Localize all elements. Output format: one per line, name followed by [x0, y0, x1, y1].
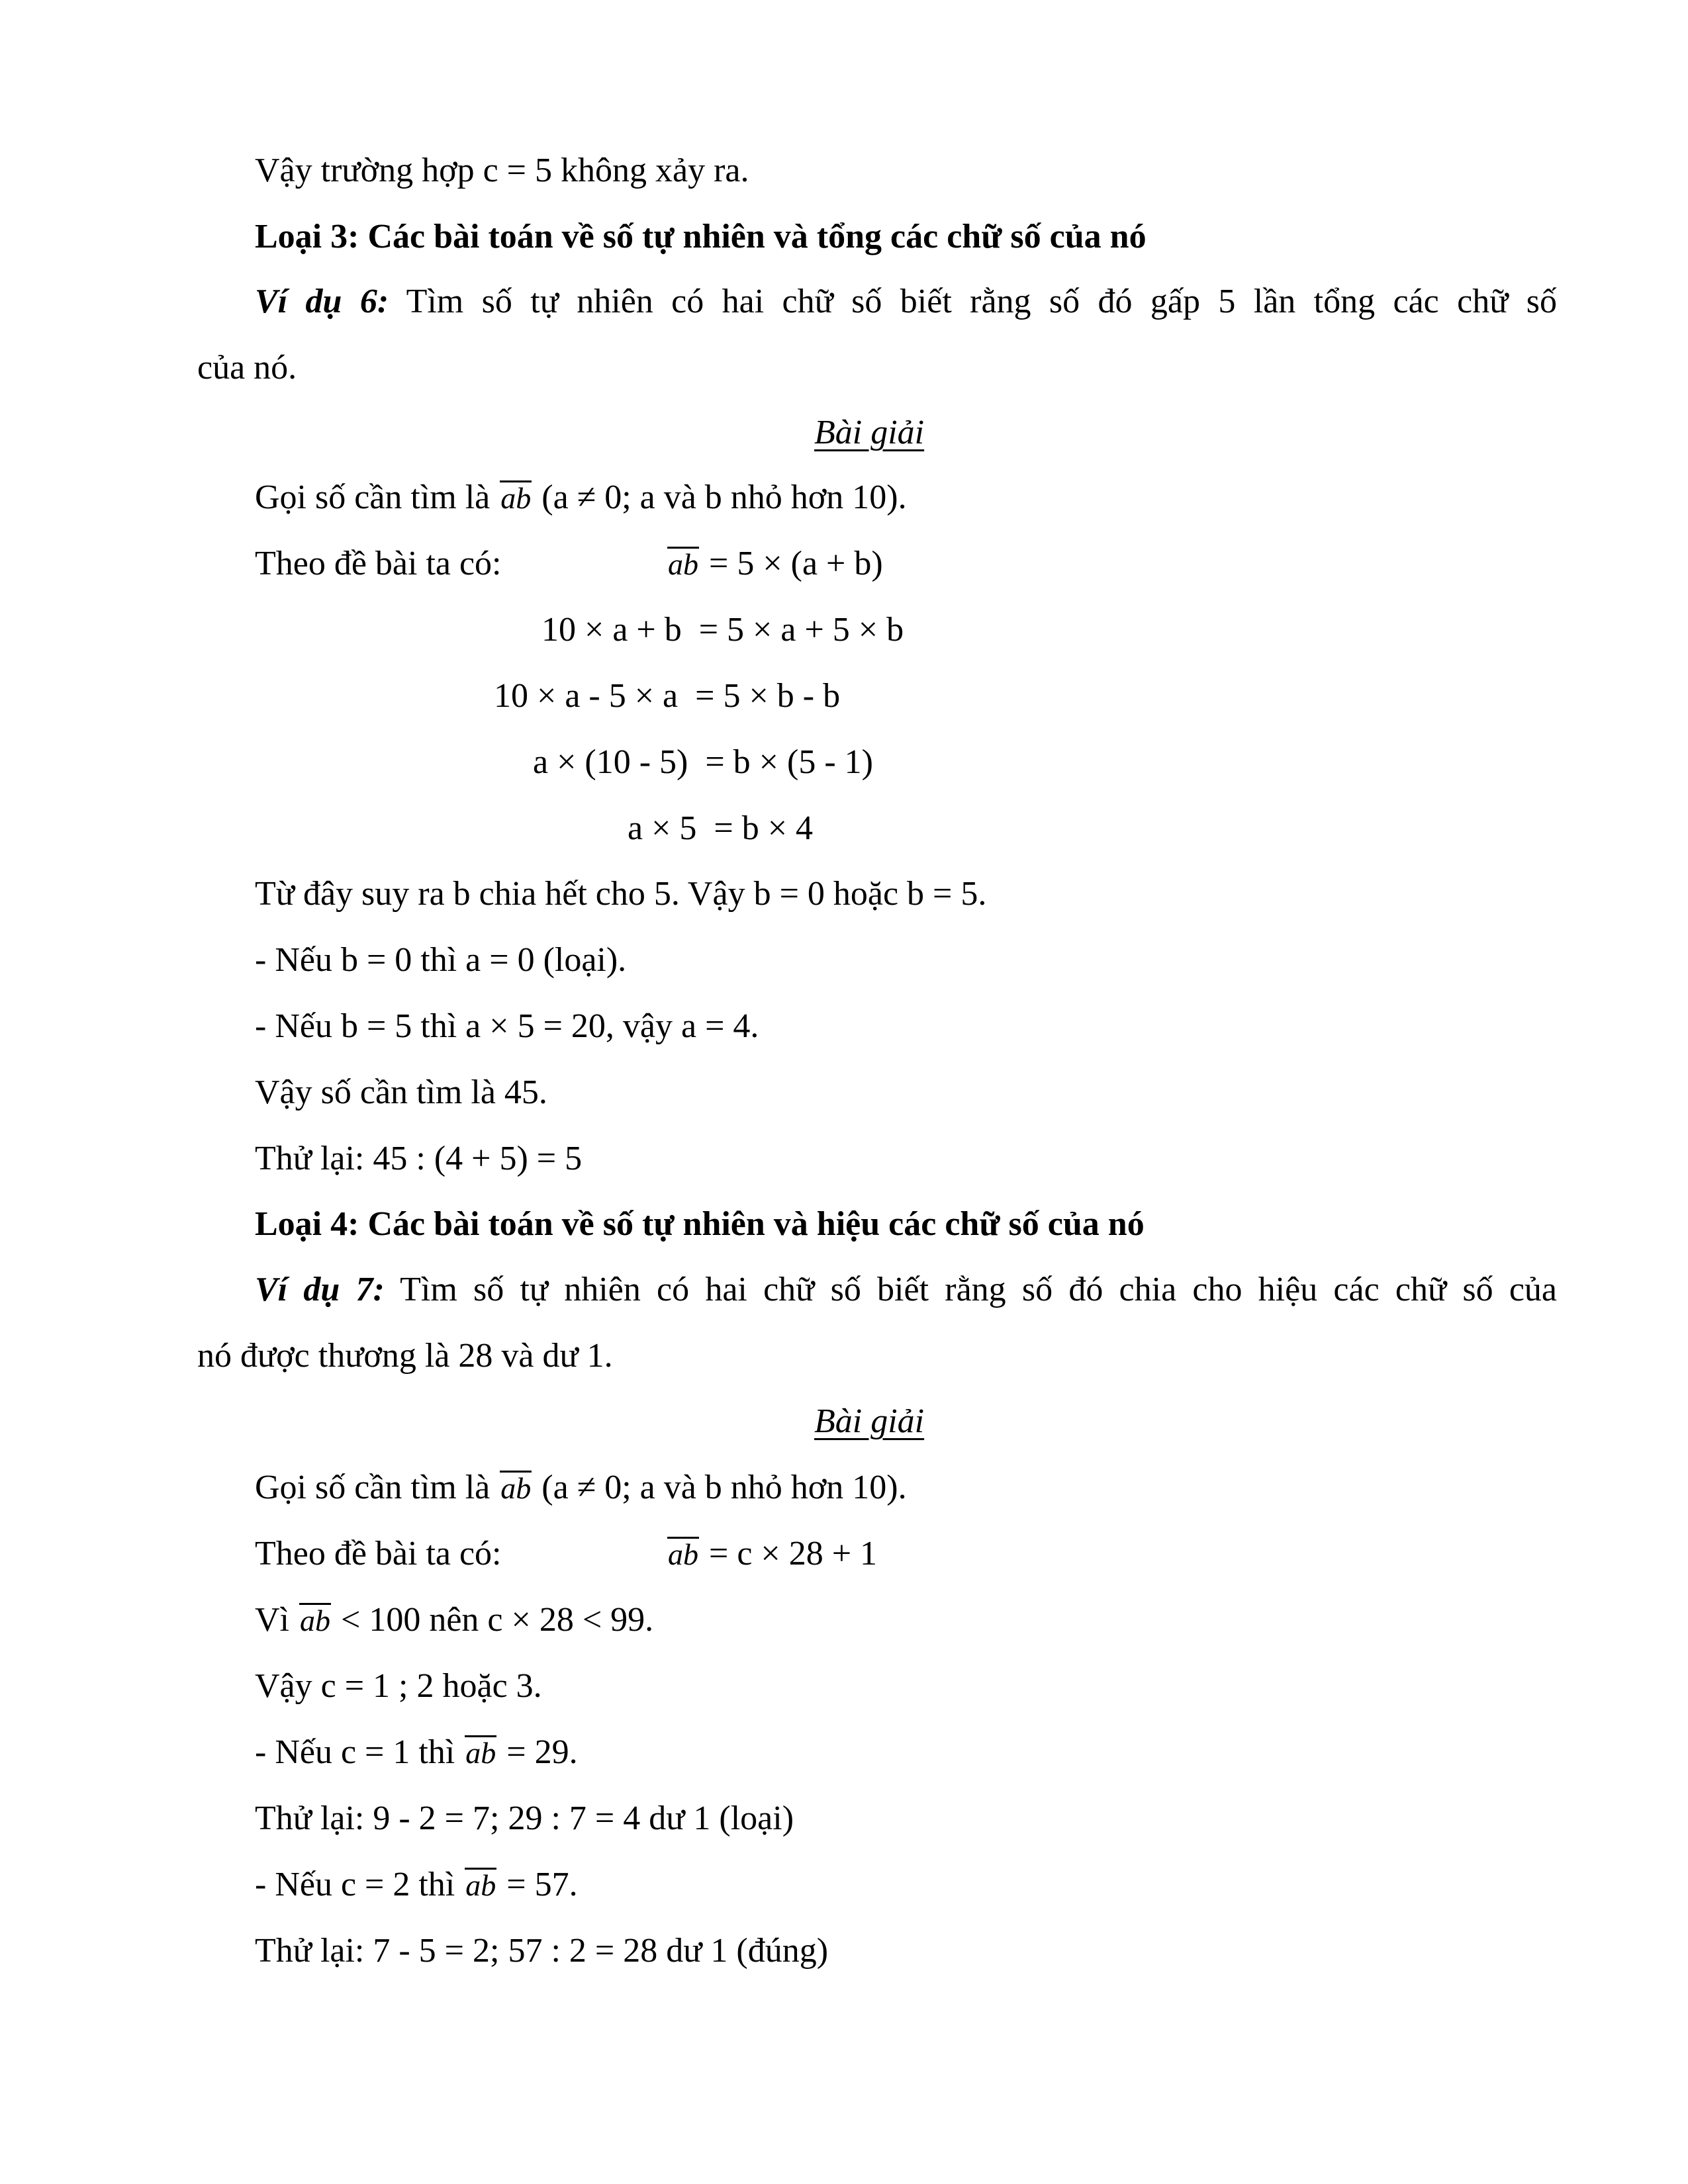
text: Vì: [255, 1601, 289, 1639]
text: (a ≠ 0; a và b nhỏ hơn 10).: [541, 1469, 907, 1506]
solution-heading: Bài giải: [814, 414, 925, 451]
example-7-prompt: [255, 1273, 1557, 1307]
example-text: Tìm số tự nhiên có hai chữ số biết rằng số đó chia cho hiệu các chữ số của: [400, 1271, 1557, 1308]
text: < 100 nên c × 28 < 99.: [341, 1601, 654, 1639]
equation: [666, 547, 883, 581]
text-line: nó được thương là 28 và dư 1.: [197, 1337, 613, 1375]
section-heading-loai-3: Loại 3: Các bài toán về số tự nhiên và tổng các chữ số của nó: [255, 218, 1147, 255]
text: = 57.: [506, 1866, 578, 1903]
text: = c × 28 + 1: [709, 1535, 878, 1572]
text-line: [255, 480, 907, 515]
overline-ab: ab: [498, 483, 533, 514]
text: Gọi số cần tìm là: [255, 1469, 491, 1506]
example-6-prompt: [255, 285, 1557, 319]
solution-heading: Bài giải: [814, 1402, 925, 1440]
text: Gọi số cần tìm là: [255, 478, 491, 516]
text: = 5 × (a + b): [709, 545, 883, 582]
text: - Nếu c = 1 thì: [255, 1733, 455, 1771]
overline-ab: ab: [666, 549, 700, 580]
text: Theo đề bài ta có:: [255, 545, 502, 582]
equation: [666, 1537, 877, 1571]
overline-ab: ab: [298, 1606, 332, 1636]
overline-ab: ab: [498, 1473, 533, 1504]
text-line: Vậy số cần tìm là 45.: [255, 1073, 547, 1111]
equation: a × 5 = b × 4: [628, 809, 814, 847]
text-line: [255, 1735, 578, 1770]
overline-ab: ab: [463, 1870, 498, 1901]
overline-ab: ab: [463, 1738, 498, 1768]
overline-ab: ab: [666, 1539, 700, 1570]
text-line: của nó.: [197, 349, 297, 387]
text-line: Từ đây suy ra b chia hết cho 5. Vậy b = 0 hoặc b = 5.: [255, 875, 987, 913]
text: Theo đề bài ta có:: [255, 1535, 502, 1572]
example-text: Tìm số tự nhiên có hai chữ số biết rằng số đó gấp 5 lần tổng các chữ số: [406, 283, 1558, 320]
equation: 10 × a - 5 × a = 5 × b - b: [494, 677, 841, 715]
text: = 29.: [506, 1733, 578, 1771]
text-line: Thử lại: 9 - 2 = 7; 29 : 7 = 4 dư 1 (loại): [255, 1799, 794, 1837]
text-line: - Nếu b = 0 thì a = 0 (loại).: [255, 941, 627, 979]
section-heading-loai-4: Loại 4: Các bài toán về số tự nhiên và hiệu các chữ số của nó: [255, 1205, 1145, 1243]
text-line: [255, 547, 502, 581]
text-line: Vậy trường hợp c = 5 không xảy ra.: [255, 152, 749, 189]
equation: 10 × a + b = 5 × a + 5 × b: [541, 611, 904, 649]
text-line: - Nếu b = 5 thì a × 5 = 20, vậy a = 4.: [255, 1007, 759, 1045]
example-label: Ví dụ 7:: [255, 1271, 385, 1308]
equation: a × (10 - 5) = b × (5 - 1): [533, 743, 873, 781]
text: - Nếu c = 2 thì: [255, 1866, 455, 1903]
text-line: [255, 1537, 502, 1571]
text-line: Thử lại: 45 : (4 + 5) = 5: [255, 1140, 583, 1177]
text-line: [255, 1471, 907, 1505]
text-line: [255, 1868, 578, 1902]
text-line: Vậy c = 1 ; 2 hoặc 3.: [255, 1667, 542, 1705]
text-line: [255, 1603, 653, 1637]
example-label: Ví dụ 6:: [255, 283, 389, 320]
text-line: Thử lại: 7 - 5 = 2; 57 : 2 = 28 dư 1 (đúng): [255, 1932, 829, 1970]
text: (a ≠ 0; a và b nhỏ hơn 10).: [541, 478, 907, 516]
